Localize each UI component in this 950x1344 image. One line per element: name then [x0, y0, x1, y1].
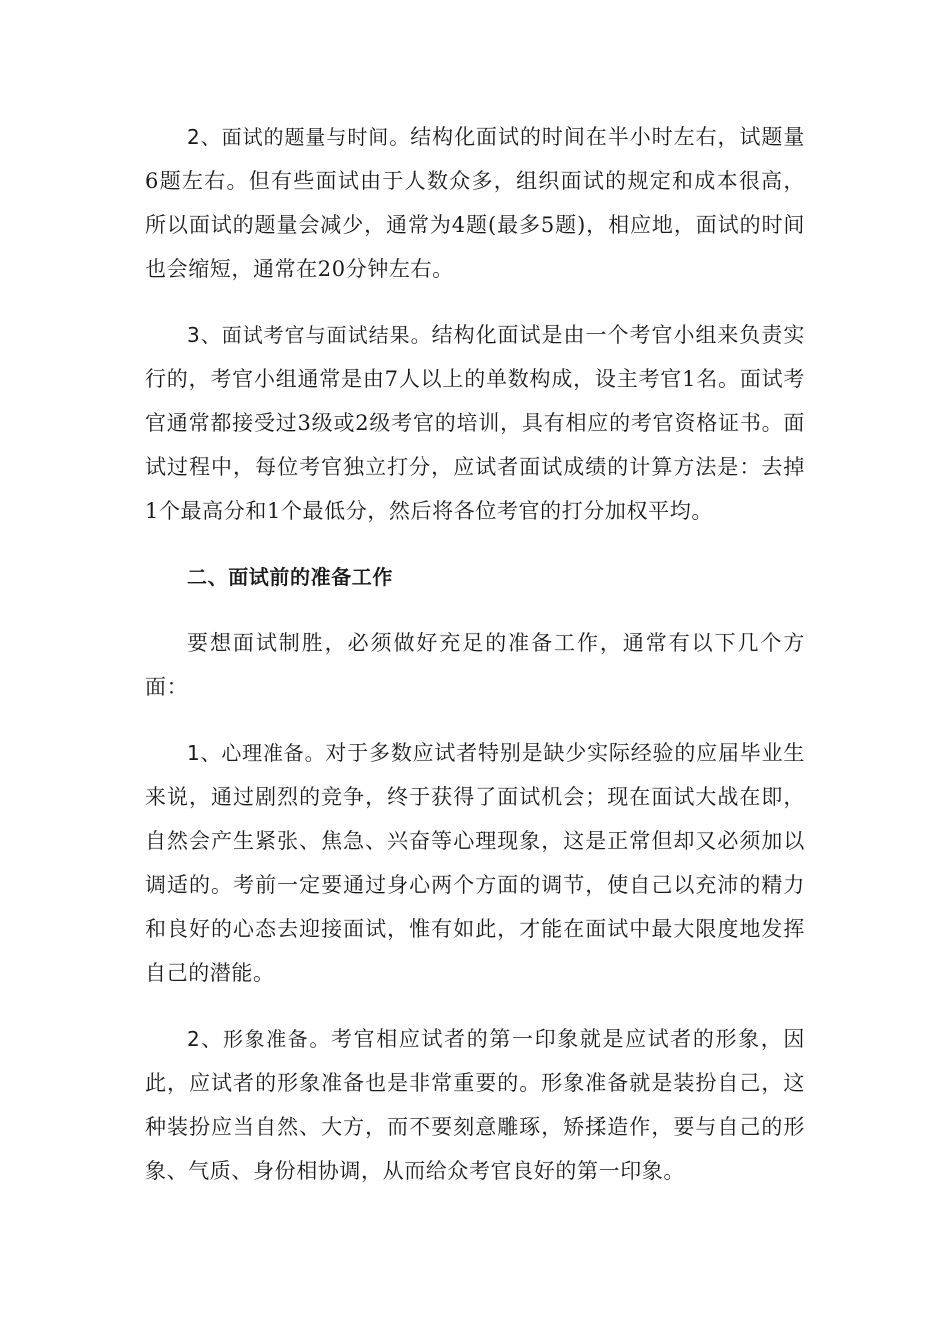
paragraph-image-prep — [145, 1017, 805, 1193]
paragraph-lead: 2、形象准备。 — [187, 1027, 332, 1051]
section-heading: 二、面试前的准备工作 — [187, 565, 393, 589]
paragraph-intro: 要想面试制胜，必须做好充足的准备工作，通常有以下几个方面： — [145, 631, 805, 699]
paragraph-body: 结构化面试是由一个考官小组来负责实行的，考官小组通常是由7人以上的单数构成，设主考官1名。面试考官通常都接受过3级或2级考官的培训，具有相应的考官资格证书。面试过程中，每位考官独立打分，应试者面试成绩的计算方法是：去掉1个最高分和1个最低分，然后将各位考官的打分加权平均。 — [145, 323, 805, 523]
paragraph-lead: 1、心理准备。 — [187, 741, 326, 765]
paragraph-body: 考官相应试者的第一印象就是应试者的形象，因此，应试者的形象准备也是非常重要的。形象准备就是装扮自己，这种装扮应当自然、大方，而不要刻意雕琢，矫揉造作，要与自己的形象、气质、身份相协调，从而给众考官良好的第一印象。 — [145, 1027, 805, 1183]
paragraph-body: 对于多数应试者特别是缺少实际经验的应届毕业生来说，通过剧烈的竞争，终于获得了面试机会；现在面试大战在即，自然会产生紧张、焦急、兴奋等心理现象，这是正常但却又必须加以调适的。考前一定要通过身心两个方面的调节，使自己以充沛的精力和良好的心态去迎接面试，惟有如此，才能在面试中最大限度地发挥自己的潜能。 — [145, 741, 805, 985]
paragraph-body: 结构化面试的时间在半小时左右，试题量6题左右。但有些面试由于人数众多，组织面试的规定和成本很高，所以面试的题量会减少，通常为4题(最多5题)，相应地，面试的时间也会缩短，通常在20分钟左右。 — [145, 125, 805, 281]
paragraph-examiners-results — [145, 313, 805, 533]
paragraph-lead: 2、面试的题量与时间。 — [187, 125, 411, 149]
document-page — [145, 115, 805, 1215]
paragraph-question-count-time — [145, 115, 805, 291]
paragraph-psychological-prep — [145, 731, 805, 995]
paragraph-lead: 3、面试考官与面试结果。 — [187, 323, 432, 347]
